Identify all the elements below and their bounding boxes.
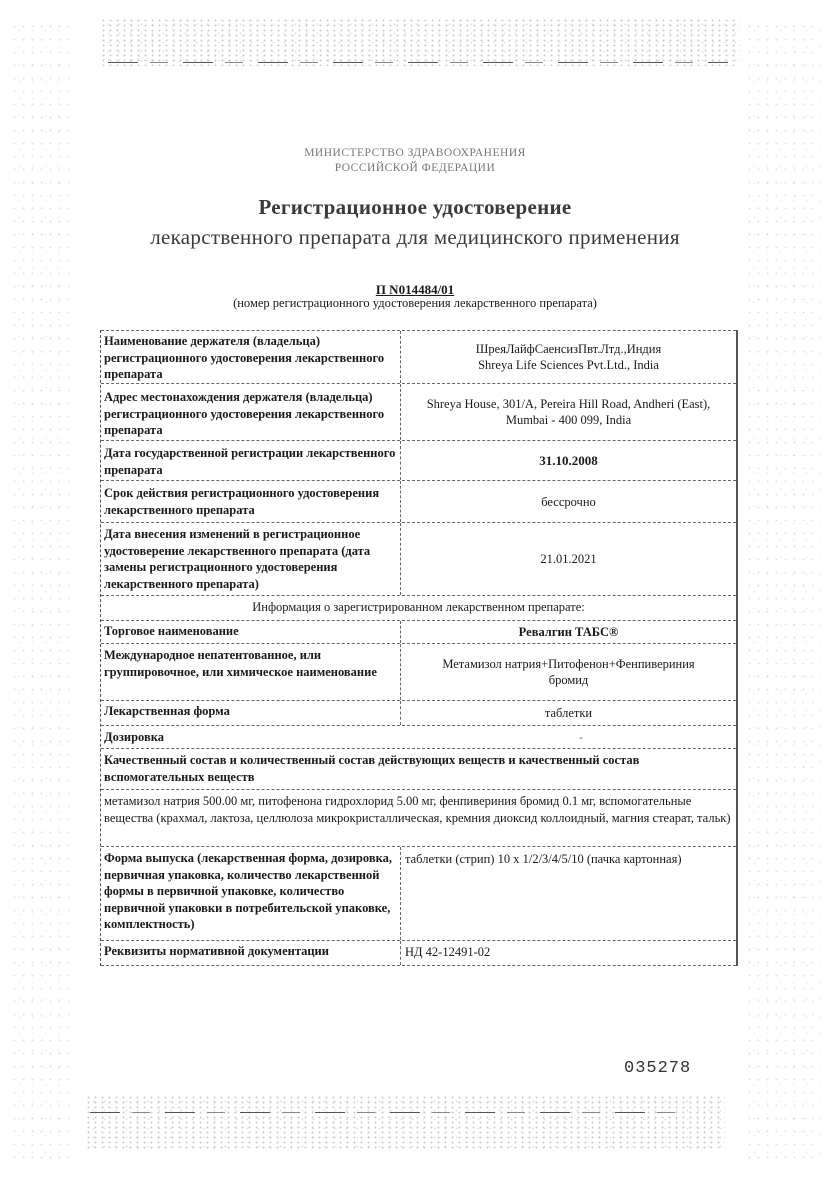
title-line-1: Регистрационное удостоверение <box>258 195 572 219</box>
holder-label: Наименование держателя (владельца) регистрационного удостоверения лекарственного препарата <box>101 331 401 383</box>
release-form-value: таблетки (стрип) 10 х 1/2/3/4/5/10 (пачка картонная) <box>405 852 682 866</box>
holder-name-en: Shreya Life Sciences Pvt.Ltd., India <box>478 358 659 372</box>
inn-label: Международное непатентованное, или группировочное, или химическое наименование <box>101 644 401 700</box>
composition-label: Качественный состав и количественный состав действующих веществ и качественный состав вспомогательных веществ <box>104 753 640 784</box>
decorative-border-bottom <box>85 1095 725 1150</box>
decorative-border-line <box>108 62 728 63</box>
change-date-label: Дата внесения изменений в регистрационное удостоверение лекарственного препарата (дата замены регистрационного удостоверения лекарственного препарата) <box>101 523 401 595</box>
document-title <box>0 192 830 252</box>
dosage-value: - <box>578 730 583 744</box>
row-registration-date <box>101 440 736 480</box>
registration-date-value: 31.10.2008 <box>539 452 598 468</box>
ministry-line-2: РОССИЙСКОЙ ФЕДЕРАЦИИ <box>334 162 496 174</box>
registration-number-caption: (номер регистрационного удостоверения лекарственного препарата) <box>233 296 597 310</box>
ministry-line-1: МИНИСТЕРСТВО ЗДРАВООХРАНЕНИЯ <box>304 147 526 159</box>
decorative-border-left <box>10 20 70 1160</box>
row-dosage <box>101 725 736 748</box>
dosage-label: Дозировка <box>104 730 164 744</box>
inn-value: Метамизол натрия+Питофенон+Фенпивериния бромид <box>442 657 695 687</box>
title-line-2: лекарственного препарата для медицинского применения <box>150 225 680 249</box>
dosage-form-value: таблетки <box>544 706 593 720</box>
row-composition-heading <box>101 748 736 789</box>
row-info-heading <box>101 595 736 620</box>
registration-date-label: Дата государственной регистрации лекарственного препарата <box>101 441 401 480</box>
dosage-cell <box>101 726 736 748</box>
trade-name-label: Торговое наименование <box>101 621 401 643</box>
row-validity <box>101 480 736 522</box>
address-line-2: Mumbai - 400 099, India <box>505 413 632 427</box>
composition-value: метамизол натрия 500.00 мг, питофенона гидрохлорид 5.00 мг, фенпивериния бромид 0.1 мг, вспомогательные вещества (крахмал, лактоза, целлюлоза микрокристаллическая, кремния диоксид коллоидный, магния стеарат, тальк) <box>104 794 731 825</box>
dosage-form-label: Лекарственная форма <box>101 701 401 725</box>
address-line-1: Shreya House, 301/A, Pereira Hill Road, Andheri (East), <box>426 397 711 411</box>
row-inn <box>101 643 736 700</box>
info-heading: Информация о зарегистрированном лекарственном препарате: <box>252 600 585 614</box>
decorative-border-top <box>100 18 740 66</box>
row-trade-name <box>101 620 736 643</box>
row-change-date <box>101 522 736 595</box>
release-form-label: Форма выпуска (лекарственная форма, дозировка, первичная упаковка, количество лекарственной формы в первичной упаковке, количество первичной упаковки в потребительской упаковке, комплектность) <box>101 847 401 940</box>
validity-label: Срок действия регистрационного удостоверения лекарственного препарата <box>101 481 401 522</box>
row-composition-value <box>101 789 736 846</box>
change-date-value: 21.01.2021 <box>540 552 597 566</box>
row-normative-docs <box>101 940 736 966</box>
holder-name-ru: ШреяЛайфСаенсизПвт.Лтд.,Индия <box>475 342 662 356</box>
decorative-border-right <box>745 20 820 1160</box>
row-holder <box>101 330 736 383</box>
normative-docs-value: НД 42-12491-02 <box>405 945 491 959</box>
address-value <box>401 384 736 440</box>
row-address <box>101 383 736 440</box>
validity-value: бессрочно <box>541 494 596 509</box>
trade-name-value: Ревалгин ТАБС® <box>518 625 619 639</box>
row-dosage-form <box>101 700 736 725</box>
decorative-border-line <box>90 1112 690 1113</box>
row-release-form <box>101 846 736 940</box>
ministry-name <box>0 146 830 176</box>
certificate-table <box>100 330 738 966</box>
normative-docs-label: Реквизиты нормативной документации <box>101 941 401 965</box>
serial-number: 035278 <box>624 1059 692 1078</box>
holder-value <box>401 331 736 383</box>
address-label: Адрес местонахождения держателя (владельца) регистрационного удостоверения лекарственного препарата <box>101 384 401 440</box>
registration-number: П N014484/01 <box>375 282 455 297</box>
